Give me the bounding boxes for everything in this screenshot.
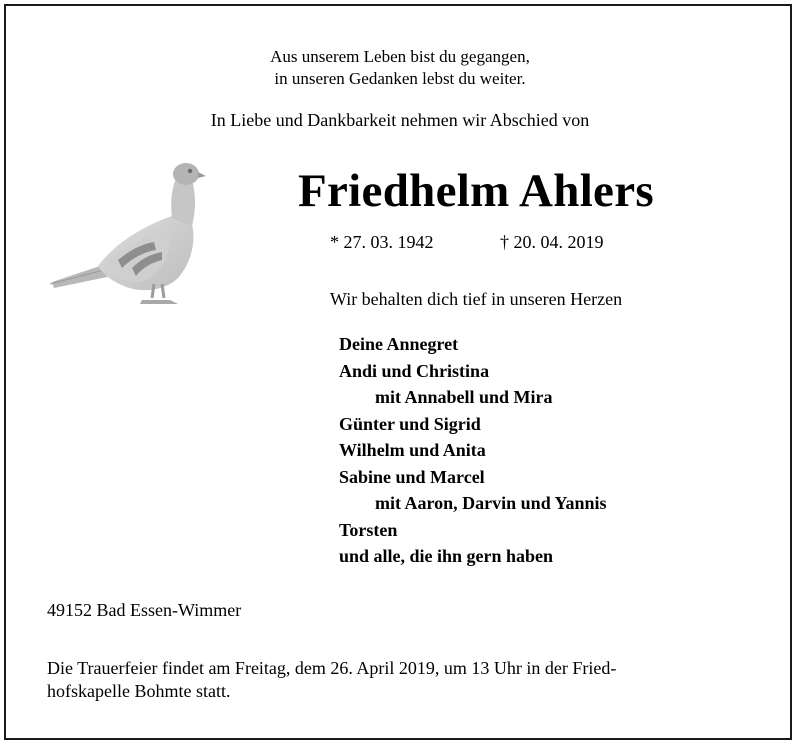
family-member: Torsten: [339, 519, 398, 540]
family-member: mit Aaron, Darvin und Yannis: [375, 493, 607, 513]
remembrance-line: Wir behalten dich tief in unseren Herzen: [329, 289, 623, 309]
family-member: Wilhelm und Anita: [339, 440, 486, 460]
family-member: Sabine und Marcel: [339, 466, 485, 487]
place-of-residence: 49152 Bad Essen-Wimmer: [47, 600, 242, 620]
funeral-info-line-2: hofskapelle Bohmte statt.: [47, 681, 231, 701]
birth-date: * 27. 03. 1942: [330, 232, 434, 252]
death-date: † 20. 04. 2019: [500, 232, 604, 252]
family-member: Günter und Sigrid: [339, 413, 481, 434]
deceased-name: Friedhelm Ahlers: [298, 165, 654, 217]
family-member: mit Annabell und Mira: [375, 387, 553, 407]
quote-line-1: Aus unserem Leben bist du gegangen,: [270, 47, 530, 66]
quote-line-2: in unseren Gedanken lebst du weiter.: [274, 69, 526, 88]
family-member: Andi und Christina: [339, 360, 490, 381]
obituary-notice: [4, 4, 792, 740]
family-member: und alle, die ihn gern haben: [339, 546, 554, 566]
farewell-intro: In Liebe und Dankbarkeit nehmen wir Abschied von: [210, 110, 590, 130]
family-member: Deine Annegret: [339, 334, 459, 354]
funeral-info-line-1: Die Trauerfeier findet am Freitag, dem 26. April 2019, um 13 Uhr in der Fried-: [47, 658, 617, 678]
